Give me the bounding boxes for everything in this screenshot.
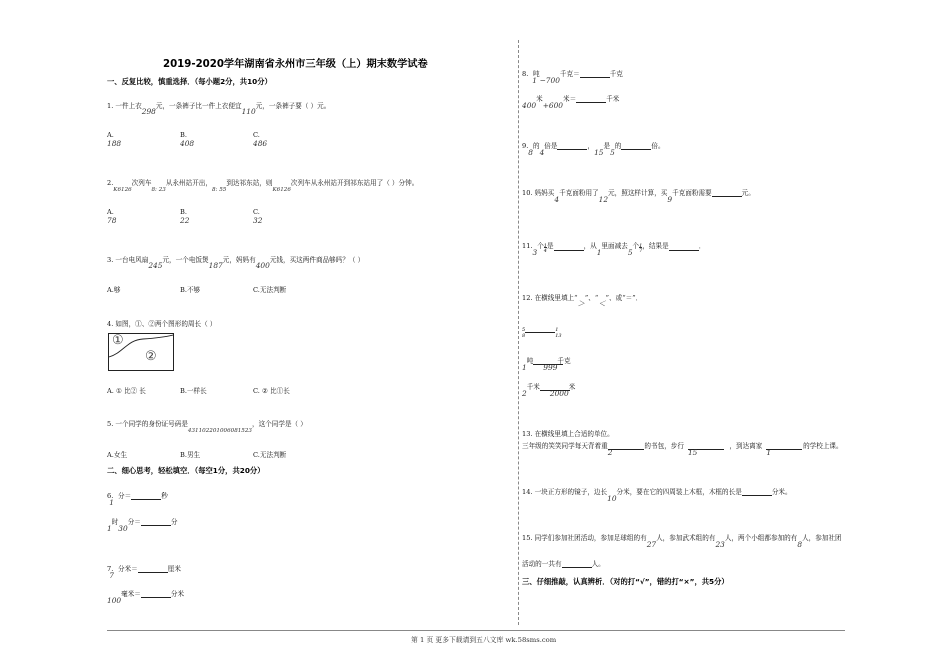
math-value: 1 bbox=[522, 363, 527, 372]
question-text: 元，一条裤子比一件上衣便宜 bbox=[155, 102, 242, 110]
question-12-item-3 bbox=[522, 381, 595, 398]
question-text: 个 bbox=[632, 242, 640, 250]
page-footer: 第 1 页 更多下载请到五八文库 wk.58sms.com bbox=[411, 636, 557, 644]
option-label: A. bbox=[107, 208, 114, 216]
id-number: 431102201006081523 bbox=[187, 428, 252, 434]
question-text: 的学校上课。 bbox=[803, 442, 843, 450]
math-value: 2 bbox=[522, 389, 527, 398]
math-value: 245 bbox=[148, 261, 163, 270]
question-text: 分＝ bbox=[127, 518, 141, 526]
question-text: 是 bbox=[546, 242, 554, 250]
math-value: 3 bbox=[532, 248, 538, 257]
question-text: 千米 bbox=[606, 95, 620, 103]
fraction-numerator: 1 bbox=[543, 243, 547, 249]
fraction bbox=[639, 244, 642, 254]
question-text: 里面减去 bbox=[601, 242, 628, 250]
math-value: 999 bbox=[543, 363, 558, 372]
math-value: K6126 bbox=[272, 187, 291, 193]
math-value: 1 bbox=[107, 524, 112, 533]
fraction-denominator: 8 bbox=[522, 333, 526, 339]
math-value: 298 bbox=[141, 107, 156, 116]
question-text: 15. 同学们参加社团活动，参加足球组的有 bbox=[522, 534, 647, 542]
question-text: ． bbox=[698, 242, 706, 250]
answer-blank[interactable] bbox=[138, 564, 168, 573]
fraction-numerator: 5 bbox=[522, 327, 526, 333]
question-text: 元，一个电饭煲 bbox=[162, 256, 209, 264]
option-c[interactable]: C.无法判断 bbox=[253, 451, 287, 459]
perimeter-figure bbox=[108, 333, 174, 371]
question-12-item-2 bbox=[522, 355, 591, 372]
math-value: 12 bbox=[598, 195, 609, 204]
question-text: 1. 一件上衣 bbox=[107, 102, 142, 110]
fraction-numerator: 1 bbox=[639, 243, 643, 249]
question-text: 千克 bbox=[557, 357, 571, 365]
option-b[interactable] bbox=[180, 131, 194, 148]
question-text: 10. 妈妈买 bbox=[522, 189, 555, 197]
question-15-line-2 bbox=[522, 558, 605, 568]
question-7-part-1 bbox=[107, 563, 181, 580]
question-text: 毫米＝ bbox=[121, 590, 141, 598]
question-11 bbox=[522, 240, 706, 257]
math-value: 1 bbox=[532, 76, 537, 85]
answer-blank[interactable] bbox=[621, 141, 651, 150]
question-text: 元，照这样计算，买 bbox=[608, 189, 668, 197]
option-label: A. bbox=[107, 131, 114, 139]
question-4: 4. 如图，①、②两个图形的周长（ ） bbox=[107, 320, 217, 328]
option-a[interactable]: A.女生 bbox=[107, 451, 128, 459]
column-divider bbox=[518, 40, 519, 625]
math-value: −700 bbox=[539, 76, 560, 85]
math-value: K6126 bbox=[113, 187, 132, 193]
question-text: 6. bbox=[107, 492, 114, 500]
option-a[interactable]: A. ① 比② 长 bbox=[107, 387, 146, 395]
question-text: ”、或“＝”． bbox=[605, 294, 643, 302]
option-label: B. bbox=[180, 131, 187, 139]
answer-blank[interactable] bbox=[562, 559, 592, 568]
question-6-part-2 bbox=[107, 516, 178, 533]
question-text: 12. 在横线里填上“ bbox=[522, 294, 578, 302]
option-b[interactable] bbox=[180, 208, 189, 225]
math-value: 1 bbox=[766, 448, 772, 457]
question-text: 千克 bbox=[609, 70, 623, 78]
question-text: 千克面粉需要 bbox=[672, 189, 712, 197]
math-value: 5 bbox=[627, 248, 633, 257]
fraction-denominator: 4 bbox=[543, 248, 547, 254]
answer-blank[interactable] bbox=[576, 94, 606, 103]
question-text: 到达祁东站，则 bbox=[226, 179, 273, 187]
math-value: 1 bbox=[109, 498, 114, 507]
option-b[interactable]: B.一样长 bbox=[180, 387, 207, 395]
math-value: 30 bbox=[118, 524, 128, 533]
option-c[interactable] bbox=[253, 131, 267, 148]
region-1-label: ① bbox=[112, 333, 124, 348]
math-value: 100 bbox=[107, 596, 122, 605]
option-value: 32 bbox=[253, 216, 263, 225]
fraction-denominator: 7 bbox=[639, 248, 643, 254]
option-a[interactable] bbox=[107, 208, 116, 225]
math-symbol: ＞ bbox=[577, 299, 585, 308]
math-value: 5 bbox=[610, 148, 615, 157]
option-b[interactable]: B.男生 bbox=[180, 451, 201, 459]
option-c[interactable]: C.无法判断 bbox=[253, 286, 287, 294]
math-value: 187 bbox=[208, 261, 223, 270]
math-value: 23 bbox=[715, 540, 725, 549]
question-1 bbox=[107, 100, 331, 116]
answer-blank[interactable] bbox=[141, 517, 171, 526]
question-text: 从永州站开出， bbox=[165, 179, 212, 187]
option-value: 486 bbox=[253, 139, 268, 148]
question-text: ， bbox=[587, 142, 595, 150]
math-symbol: ＜ bbox=[598, 299, 606, 308]
option-a[interactable]: A.够 bbox=[107, 286, 121, 294]
question-text: 2. bbox=[107, 179, 114, 187]
fraction bbox=[544, 244, 547, 254]
math-value: 2 bbox=[607, 448, 613, 457]
question-text: 千克面粉用了 bbox=[559, 189, 599, 197]
question-text: 是 bbox=[603, 142, 611, 150]
question-text: 倍是 bbox=[544, 142, 558, 150]
question-text: 元钱，买这两件商品够吗？（ ） bbox=[269, 256, 365, 264]
question-text: 分米。 bbox=[771, 488, 792, 496]
question-text: 分米 bbox=[170, 590, 185, 598]
answer-blank[interactable] bbox=[712, 188, 742, 197]
question-9 bbox=[522, 140, 665, 157]
math-value: 8 bbox=[797, 540, 803, 549]
answer-blank[interactable] bbox=[669, 242, 699, 251]
option-a[interactable] bbox=[107, 131, 121, 148]
question-14 bbox=[522, 486, 792, 503]
question-text: 的书包，步行 bbox=[644, 442, 684, 450]
answer-blank[interactable] bbox=[141, 589, 171, 598]
section-heading-3: 三、仔细推敲，认真辨析．（对的打“√”，错的打“×”，共5分） bbox=[522, 577, 729, 586]
question-6-part-1 bbox=[107, 490, 168, 507]
answer-blank[interactable] bbox=[742, 487, 772, 496]
math-value: 9 bbox=[667, 195, 673, 204]
question-text: 次列车 bbox=[131, 179, 152, 187]
question-3 bbox=[107, 254, 365, 270]
option-value: 408 bbox=[180, 139, 195, 148]
question-text: 千米 bbox=[526, 383, 540, 391]
question-text: 分 bbox=[170, 518, 178, 526]
question-text: 千克＝ bbox=[559, 70, 580, 78]
math-value: 7 bbox=[109, 571, 114, 580]
math-value: 8: 55 bbox=[212, 187, 227, 193]
question-text: 活动的一共有 bbox=[522, 560, 562, 568]
question-text: 米 bbox=[568, 383, 576, 391]
answer-blank[interactable] bbox=[131, 491, 161, 500]
section-heading-2: 二、细心思考，轻松填空．（每空1分，共20分） bbox=[107, 466, 265, 475]
question-text: 个 bbox=[537, 242, 544, 250]
fraction-numerator: 1 bbox=[555, 327, 559, 333]
option-label: C. bbox=[253, 208, 260, 216]
math-value: 4 bbox=[539, 148, 545, 157]
question-text: 米＝ bbox=[563, 95, 577, 103]
question-text: ，结果是 bbox=[642, 242, 669, 250]
question-12-item-1 bbox=[522, 327, 562, 339]
question-text: 9. bbox=[522, 142, 529, 150]
question-8-part-2 bbox=[522, 93, 620, 110]
option-value: 78 bbox=[107, 216, 117, 225]
option-c[interactable] bbox=[253, 208, 262, 225]
question-8-part-1 bbox=[522, 68, 623, 85]
question-text: 人。 bbox=[591, 560, 605, 568]
question-text: 人，参加武术组的有 bbox=[656, 534, 716, 542]
question-text: 11. bbox=[522, 242, 533, 250]
question-text: 吨 bbox=[526, 357, 534, 365]
math-value: 27 bbox=[646, 540, 657, 549]
question-text: 分＝ bbox=[118, 492, 132, 500]
question-text: 8. bbox=[522, 70, 529, 78]
question-text: ，这个同学是（ ） bbox=[251, 420, 307, 428]
question-text: ”、“ bbox=[584, 294, 599, 302]
question-2 bbox=[107, 177, 419, 193]
question-15 bbox=[522, 532, 842, 549]
math-value: 2000 bbox=[549, 389, 569, 398]
question-text: 元，一条裤子要（ ）元。 bbox=[255, 102, 331, 110]
math-value: 10 bbox=[607, 494, 617, 503]
question-text: 秒 bbox=[161, 492, 168, 500]
question-text: ，到达离家 bbox=[729, 442, 763, 450]
option-value: 22 bbox=[180, 216, 190, 225]
math-value: 110 bbox=[241, 107, 256, 116]
question-7-part-2 bbox=[107, 588, 185, 605]
question-text: 三年级的笑笑同学每天背着重 bbox=[522, 442, 608, 450]
fraction-denominator: 13 bbox=[555, 333, 562, 339]
option-c[interactable]: C. ② 比①长 bbox=[253, 387, 290, 395]
question-12 bbox=[522, 292, 643, 308]
option-label: C. bbox=[253, 131, 260, 139]
question-text: 分米，要在它的四周装上木框，木框的长是 bbox=[616, 488, 742, 496]
answer-blank[interactable] bbox=[580, 69, 610, 78]
option-value: 188 bbox=[107, 139, 122, 148]
question-text: 14. 一块正方形的镜子，边长 bbox=[522, 488, 608, 496]
answer-blank[interactable] bbox=[608, 441, 644, 450]
answer-blank[interactable] bbox=[766, 441, 802, 450]
page-title: 2019-2020学年湖南省永州市三年级（上）期末数学试卷 bbox=[163, 59, 428, 70]
option-b[interactable]: B.不够 bbox=[180, 286, 201, 294]
question-text: 5. 一个同学的身份证号码是 bbox=[107, 420, 188, 428]
question-text: ，从 bbox=[583, 242, 597, 250]
question-text: 人，两个小组都参加的有 bbox=[724, 534, 798, 542]
math-value: 4 bbox=[554, 195, 560, 204]
question-text: 3. 一台电风扇 bbox=[107, 256, 149, 264]
question-text: 米 bbox=[536, 95, 543, 103]
question-text: 人，参加社团 bbox=[802, 534, 842, 542]
question-text: 分米＝ bbox=[118, 565, 138, 573]
question-5 bbox=[107, 418, 307, 434]
fraction bbox=[555, 327, 561, 339]
answer-blank[interactable] bbox=[554, 242, 584, 251]
answer-blank[interactable] bbox=[557, 141, 587, 150]
question-10 bbox=[522, 187, 755, 204]
math-value: 15 bbox=[687, 448, 698, 457]
answer-blank[interactable] bbox=[525, 327, 555, 333]
question-text: 7. bbox=[107, 565, 114, 573]
question-13-body bbox=[522, 440, 847, 457]
footer-divider bbox=[107, 630, 845, 631]
math-value: +600 bbox=[542, 101, 564, 110]
math-value: 8 bbox=[528, 148, 533, 157]
region-2-label: ② bbox=[145, 349, 157, 364]
question-text: 倍。 bbox=[651, 142, 665, 150]
question-text: 时 bbox=[111, 518, 119, 526]
question-text: 元，妈妈有 bbox=[222, 256, 256, 264]
question-text: 吨 bbox=[533, 70, 540, 78]
question-text: 的 bbox=[614, 142, 622, 150]
math-value: 8: 23 bbox=[151, 187, 166, 193]
section-heading-1: 一、反复比较，慎重选择．（每小题2分，共10分） bbox=[107, 77, 272, 86]
math-value: 400 bbox=[522, 101, 537, 110]
math-value: 15 bbox=[594, 148, 604, 157]
question-text: 厘米 bbox=[167, 565, 181, 573]
option-label: B. bbox=[180, 208, 187, 216]
question-text: 的 bbox=[533, 142, 540, 150]
question-13: 13. 在横线里填上合适的单位。 bbox=[522, 430, 614, 438]
question-text: 元。 bbox=[741, 189, 755, 197]
question-text: 次列车从永州站开到祁东站用了（ ）分钟。 bbox=[290, 179, 419, 187]
math-value: 1 bbox=[596, 248, 602, 257]
math-value: 400 bbox=[255, 261, 270, 270]
